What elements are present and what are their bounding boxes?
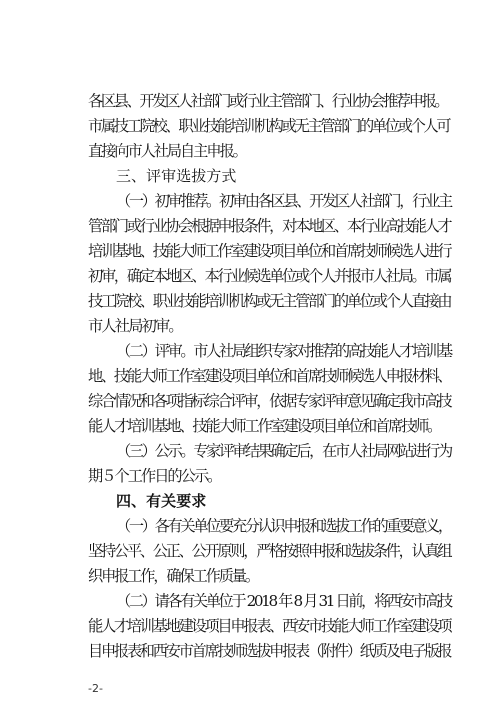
body-line-11: （二）评审。市人社局组织专家对推荐的高技能人才培训基 [116, 342, 451, 360]
body-line-3: 直接向市人社局自主申报。 [88, 142, 246, 160]
body-line-6: 管部门或行业协会根据申报条件，对本地区、本行业高技能人才 [88, 217, 451, 235]
body-line-21: （二）请各有关单位于 2018 年 8 月 31 日前，将西安市高技 [116, 592, 451, 610]
page-number: -2- [88, 682, 103, 695]
section-heading-3: 三、评审选拔方式 [116, 167, 237, 185]
body-line-5: （一）初审推荐。初审由各区县、开发区人社部门，行业主 [116, 192, 451, 210]
body-line-18: （一）各有关单位要充分认识申报和选拔工作的重要意义， [116, 517, 451, 535]
body-line-15: （三）公示。专家评审结果确定后，在市人社局网站进行为 [116, 442, 451, 460]
body-line-9: 技工院校、职业技能培训机构或无主管部门的单位或个人直接由 [88, 292, 451, 310]
body-line-10: 市人社局初审。 [88, 317, 182, 335]
body-line-19: 坚持公平、公正、公开原则，严格按照申报和选拔条件，认真组 [88, 542, 451, 560]
body-line-12: 地、技能大师工作室建设项目单位和首席技师候选人申报材料、 [88, 367, 451, 385]
body-line-14: 能人才培训基地、技能大师工作室建设项目单位和首席技师。 [88, 417, 441, 435]
body-line-23: 目申报表和西安市首席技师选拔申报表（附件）纸质及电子版报 [88, 642, 451, 660]
body-line-7: 培训基地、技能大师工作室建设项目单位和首席技师候选人进行 [88, 242, 451, 260]
section-heading-4: 四、有关要求 [116, 492, 207, 510]
body-line-13: 综合情况和各项指标综合评审，依据专家评审意见确定我市高技 [88, 392, 451, 410]
body-line-20: 织申报工作，确保工作质量。 [88, 567, 258, 585]
body-line-2: 市属技工院校、职业技能培训机构或无主管部门的单位或个人可 [88, 117, 450, 135]
body-line-22: 能人才培训基地建设项目申报表、西安市技能大师工作室建设项 [88, 617, 451, 635]
body-line-16: 期５个工作日的公示。 [88, 467, 221, 485]
body-line-1: 各区县、开发区人社部门或行业主管部门、行业协会推荐申报。 [88, 92, 448, 110]
body-line-8: 初审，确定本地区、本行业候选单位或个人并报市人社局。市属 [88, 267, 451, 285]
